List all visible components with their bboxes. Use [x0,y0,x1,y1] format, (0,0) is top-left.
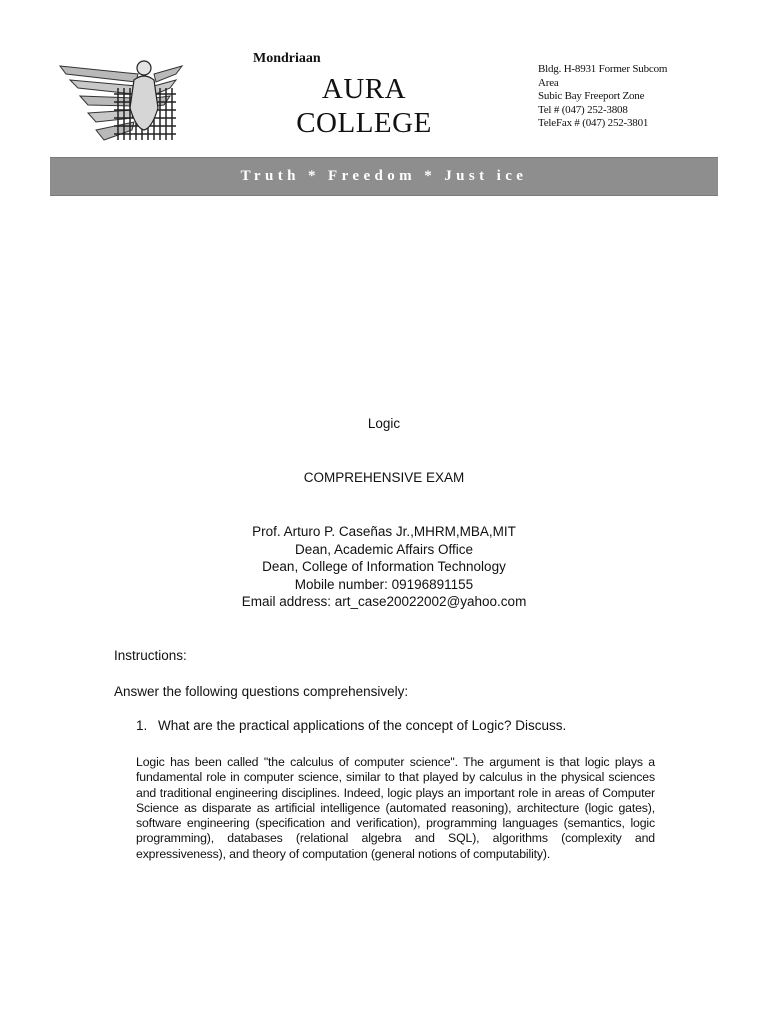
exam-title: COMPREHENSIVE EXAM [303,470,465,485]
address-line-fax: TeleFax # (047) 252-3801 [538,117,649,129]
logo-left-wing-feather [80,96,134,106]
address-line: Bldg. H-8931 Former Subcom [538,63,668,75]
college-eagle-logo [56,58,186,150]
motto-banner: Truth * Freedom * Just ice [50,157,718,196]
college-name [280,72,448,140]
author-mobile: Mobile number: 09196891155 [294,576,474,592]
logo-left-wing-feather [70,80,136,94]
author-block [0,523,768,611]
instructions-label: Instructions: [114,648,187,663]
exam-subject: Logic [367,416,401,431]
college-name-line1: AURA [321,73,407,105]
author-title: Dean, College of Information Technology [262,559,506,574]
question-number: 1. [136,718,148,733]
college-name-line2: COLLEGE [296,107,432,139]
college-address [538,63,728,131]
logo-right-wing-feather [154,66,182,82]
logo-left-wing-feather [88,110,134,122]
logo-eagle-head [137,61,151,75]
address-line: Subic Bay Freeport Zone [538,90,645,102]
question-text: What are the practical applications of the concept of Logic? Discuss. [158,718,567,733]
college-tagline: Mondriaan [253,51,321,66]
logo-left-wing-feather [96,122,134,140]
question-item [136,718,696,733]
author-name: Prof. Arturo P. Caseñas Jr.,MHRM,MBA,MIT [252,524,516,539]
author-title: Dean, Academic Affairs Office [294,541,474,557]
author-email: Email address: art_case20022002@yahoo.com [241,594,527,609]
address-line: Area [538,76,559,89]
answer-paragraph: Logic has been called "the calculus of computer science". The argument is that logic plays a fundamental role in computer science, similar to that played by calculus in the physical sciences and traditional engineering disciplines. Indeed, logic plays an important role in areas of Computer Science as disparate as artificial intelligence (automated reasoning), architecture (logic gates), software engineering (specification and verification), programming languages (semantics, logic programming), databases (relational algebra and SQL), algorithms (complexity and expressiveness), and theory of computation (general notions of computability). [136,755,655,861]
logo-left-wing-feather [60,66,138,82]
instructions-text: Answer the following questions comprehensively: [114,684,409,699]
address-line-phone: Tel # (047) 252-3808 [538,103,628,116]
